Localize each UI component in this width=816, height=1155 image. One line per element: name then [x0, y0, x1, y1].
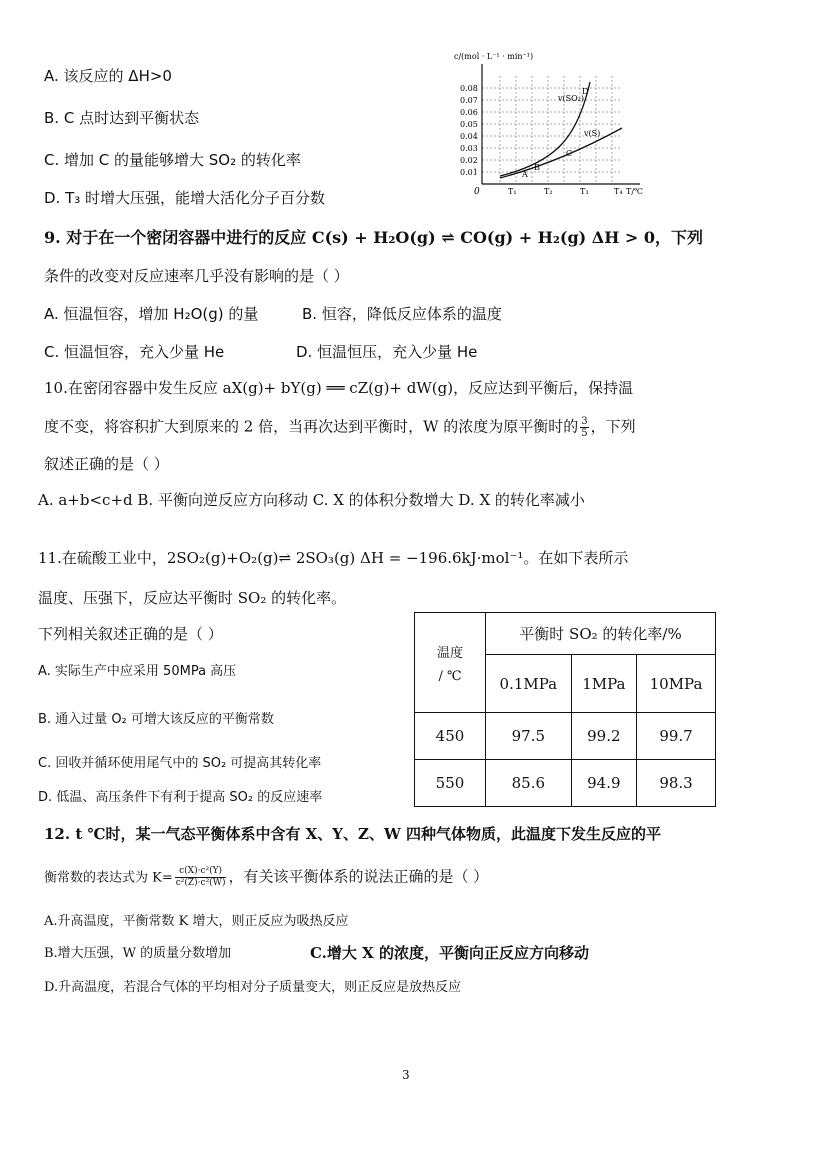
chart-y-tick: 0.08 — [460, 84, 478, 93]
q9-option-b: B. 恒容，降低反应体系的温度 — [302, 305, 502, 323]
q11-option-d: D. 低温、高压条件下有利于提高 SO₂ 的反应速率 — [38, 790, 323, 805]
chart-y-tick: 0.04 — [460, 132, 478, 141]
q8-option-a: A. 该反应的 ΔH>0 — [44, 67, 172, 85]
q9-stem-line1: 9. 对于在一个密闭容器中进行的反应 C(s) + H₂O(g) ⇌ CO(g) + H₂(g) ΔH > 0，下列 — [44, 228, 703, 247]
table-row — [415, 760, 716, 807]
q9-stem-line2: 条件的改变对反应速率几乎没有影响的是（ ） — [44, 267, 349, 285]
rate-temperature-chart — [450, 46, 650, 196]
chart-point-label: D — [582, 87, 589, 96]
chart-x-tick: T₁ — [508, 187, 517, 196]
table-cell: 99.2 — [571, 713, 636, 760]
chart-x-axis-label: T/℃ — [626, 187, 643, 196]
chart-y-tick: 0.02 — [460, 156, 478, 165]
chart-x-tick: T₃ — [580, 187, 589, 196]
chart-grid — [482, 76, 622, 184]
chart-x-tick: T₂ — [544, 187, 553, 196]
chart-y-tick: 0.01 — [460, 168, 478, 177]
q8-option-d: D. T₃ 时增大压强，能增大活化分子百分数 — [44, 189, 326, 207]
q10-fraction: $\frac{3}{5}$ — [581, 416, 588, 439]
q8-option-b: B. C 点时达到平衡状态 — [44, 109, 200, 127]
table-header-pressure: 0.1MPa — [486, 655, 572, 713]
table-cell: 99.7 — [637, 713, 716, 760]
q10-stem-line1: 10.在密闭容器中发生反应 aX(g)+ bY(g) ══ cZ(g)+ dW(g)，反应达到平衡后，保持温 — [44, 379, 634, 397]
q11-stem-line2: 温度、压强下，反应达平衡时 SO₂ 的转化率。 — [38, 589, 347, 607]
q11-stem-text: 11.在硫酸工业中， — [38, 549, 167, 567]
q12-stem-text: 衡常数的表达式为 K= — [44, 870, 173, 886]
table-cell: 97.5 — [486, 713, 572, 760]
chart-point-label: C — [566, 149, 573, 158]
chart-y-axis-label: c/(mol · L⁻¹ · min⁻¹) — [454, 52, 534, 61]
q12-k-fraction: $\frac{\text{c(X)·c²(Y)}}{\text{c²(Z)·c²(W)}}$ — [175, 866, 226, 888]
chart-origin-label: 0 — [474, 187, 480, 196]
q12-stem-line1: 12. t ℃时，某一气态平衡体系中含有 X、Y、Z、W 四种气体物质，此温度下发生反应的平 — [44, 825, 662, 843]
q10-stem-line3: 叙述正确的是（ ） — [44, 455, 169, 473]
so2-conversion-table — [414, 612, 716, 807]
q12-option-b: B.增大压强，W 的质量分数增加 — [44, 946, 232, 961]
q9-option-a: A. 恒温恒容，增加 H₂O(g) 的量 — [44, 305, 259, 323]
chart-curve-label: v(S) — [584, 129, 601, 138]
q11-option-b: B. 通入过量 O₂ 可增大该反应的平衡常数 — [38, 712, 274, 727]
q9-option-d: D. 恒温恒压，充入少量 He — [296, 343, 478, 361]
table-cell: 98.3 — [637, 760, 716, 807]
chart-y-tick: 0.03 — [460, 144, 478, 153]
table-header-pressure: 10MPa — [637, 655, 716, 713]
q12-stem-line2 — [44, 866, 488, 889]
q12-option-a: A.升高温度，平衡常数 K 增大，则正反应为吸热反应 — [44, 914, 349, 929]
q10-stem-line2 — [44, 416, 636, 439]
table-header-temperature: 温度 / ℃ — [415, 613, 486, 713]
table-cell-temp: 450 — [415, 713, 486, 760]
chart-y-tick: 0.07 — [460, 96, 478, 105]
q11-stem-tail: 。在如下表所示 — [523, 549, 629, 567]
q10-options: A. a+b<c+d B. 平衡向逆反应方向移动 C. X 的体积分数增大 D. X 的转化率减小 — [38, 491, 585, 509]
table-header-conversion: 平衡时 SO₂ 的转化率/% — [486, 613, 716, 655]
chart-point-label: A — [522, 170, 528, 179]
q10-stem-line2-text: 度不变，将容积扩大到原来的 2 倍，当再次达到平衡时，W 的浓度为原平衡时的 — [44, 417, 579, 436]
page-number: 3 — [402, 1068, 410, 1082]
q11-stem-line3: 下列相关叙述正确的是（ ） — [38, 625, 223, 643]
q11-stem-line1 — [38, 548, 628, 568]
table-cell-temp: 550 — [415, 760, 486, 807]
chart-y-tick: 0.06 — [460, 108, 478, 117]
chart-x-tick: T₄ — [614, 187, 623, 196]
q10-stem-line2-tail: ，下列 — [590, 417, 636, 436]
q11-option-a: A. 实际生产中应采用 50MPa 高压 — [38, 664, 237, 679]
q11-option-c: C. 回收并循环使用尾气中的 SO₂ 可提高其转化率 — [38, 756, 322, 771]
chart-y-tick: 0.05 — [460, 120, 478, 129]
q8-option-c: C. 增加 C 的量能够增大 SO₂ 的转化率 — [44, 151, 301, 169]
q12-option-c: C.增大 X 的浓度，平衡向正反应方向移动 — [310, 944, 589, 962]
table-row — [415, 713, 716, 760]
q12-option-d: D.升高温度，若混合气体的平均相对分子质量变大，则正反应是放热反应 — [44, 980, 462, 995]
q11-equation: 2SO₂(g)+O₂(g)⇌ 2SO₃(g) ΔH = −196.6kJ·mol⁻¹ — [166, 549, 524, 567]
q9-option-c: C. 恒温恒容，充入少量 He — [44, 343, 225, 361]
table-header-pressure: 1MPa — [571, 655, 636, 713]
chart-point-label: B — [534, 163, 540, 172]
table-cell: 85.6 — [486, 760, 572, 807]
q12-stem-tail: ，有关该平衡体系的说法正确的是（ ） — [228, 867, 489, 886]
table-cell: 94.9 — [571, 760, 636, 807]
chart-curve-label: v(SO₂) — [558, 94, 585, 103]
